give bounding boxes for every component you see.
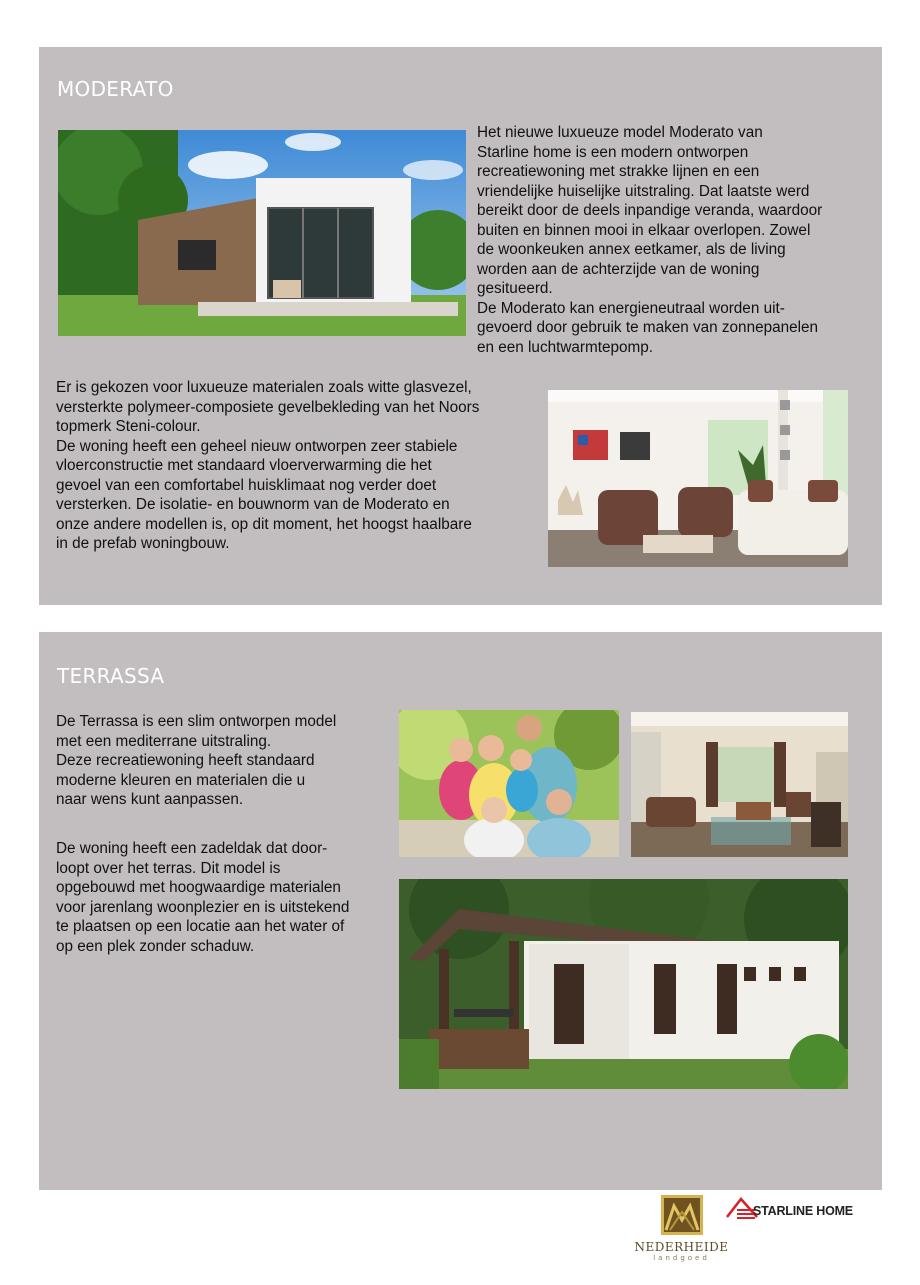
terrassa-title: TERRASSA (57, 664, 165, 688)
text-line: De woning heeft een geheel nieuw ontworpen zeer stabiele (56, 437, 458, 455)
text-line: voor jarenlang woonplezier en is uitstekend (56, 898, 350, 916)
text-line: in de prefab woningbouw. (56, 535, 230, 552)
text-line: op een plek zonder schaduw. (56, 937, 255, 955)
text-line: vriendelijke huiselijke uitstraling. Dat laatste werd (477, 182, 810, 200)
text-line: naar wens kunt aanpassen. (56, 791, 244, 808)
moderato-exterior-photo (58, 130, 466, 336)
moderato-intro-text (477, 123, 877, 357)
text-line: opgebouwd met hoogwaardige materialen (56, 879, 341, 896)
text-line: onze andere modellen is, op dit moment, het hoogst haalbare (56, 515, 472, 533)
text-line: topmerk Steni-colour. (56, 418, 201, 435)
text-line: buiten en binnen mooi in elkaar overlopen. Zowel (477, 221, 811, 239)
terrassa-living-room-photo (631, 712, 848, 857)
moderato-interior-photo (548, 390, 848, 567)
text-line: gesitueerd. (477, 280, 553, 297)
moderato-section (39, 47, 882, 605)
moderato-title: MODERATO (57, 77, 174, 101)
text-line: bereikt door de deels inpandige veranda, waardoor (477, 202, 823, 219)
terrassa-details-text (56, 839, 396, 956)
text-line: De Moderato kan energieneutraal worden uit- (477, 299, 785, 317)
nederheide-sub: landgoed (653, 1254, 710, 1262)
text-line: de woonkeuken annex eetkamer, als de living (477, 241, 786, 258)
text-line: Starline home is een modern ontworpen (477, 143, 749, 161)
text-line: gevoerd door gebruik te maken van zonnepanelen (477, 319, 819, 336)
terrassa-house-photo (399, 879, 848, 1089)
text-line: Deze recreatiewoning heeft standaard (56, 752, 315, 769)
text-line: vloerconstructie met standaard vloerverwarming die het (56, 457, 432, 474)
text-line: worden aan de achterzijde van de woning (477, 260, 760, 278)
text-line: loopt over het terras. Dit model is (56, 859, 281, 877)
text-line: De Terrassa is een slim ontworpen model (56, 713, 337, 730)
nederheide-name: NEDERHEIDE (634, 1240, 729, 1254)
text-line: recreatiewoning met strakke lijnen en een (477, 163, 760, 180)
terrassa-section (39, 632, 882, 1190)
text-line: De woning heeft een zadeldak dat door- (56, 840, 328, 857)
text-line: gevoel van een comfortabel huisklimaat nog verder doet (56, 476, 437, 494)
starline-name: STARLINE HOME (753, 1204, 853, 1218)
terrassa-family-photo (399, 710, 619, 857)
starline-home-logo (725, 1195, 865, 1223)
text-line: te plaatsen op een locatie aan het water of (56, 918, 345, 935)
moderato-materials-text (56, 378, 536, 554)
nederheide-logo (634, 1194, 729, 1270)
terrassa-intro-text (56, 712, 386, 810)
text-line: Er is gekozen voor luxueuze materialen zoals witte glasvezel, (56, 379, 472, 396)
text-line: versterkte polymeer-composiete gevelbekleding van het Noors (56, 398, 480, 416)
text-line: en een luchtwarmtepomp. (477, 338, 654, 356)
text-line: Het nieuwe luxueuze model Moderato van (477, 124, 763, 141)
nederheide-emblem-icon (660, 1194, 704, 1236)
text-line: moderne kleuren en materialen die u (56, 771, 306, 789)
text-line: versterken. De isolatie- en bouwnorm van de Moderato en (56, 496, 450, 513)
text-line: met een mediterrane uitstraling. (56, 732, 272, 750)
